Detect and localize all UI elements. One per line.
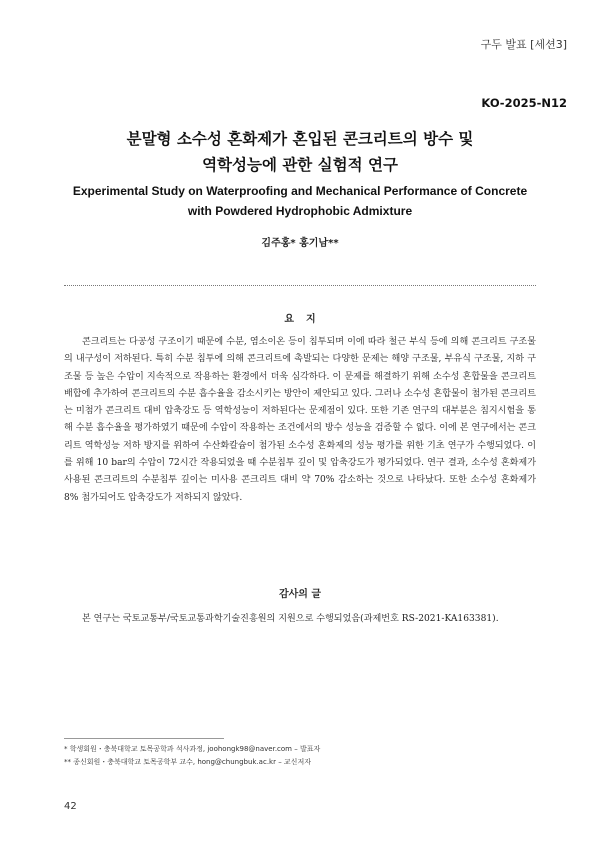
authors: 김주홍* 홍기남**: [261, 238, 339, 249]
abstract-heading: 요지: [284, 314, 328, 325]
english-title-line-2: with Powdered Hydrophobic Admixture: [187, 204, 413, 218]
abstract-body: 콘크리트는 다공성 구조이기 때문에 수분, 염소이온 등이 침투되며 이에 따라 철근 부식 등에 의해 콘크리트 구조물의 내구성이 저하된다. 특히 수분 침투에 의해 콘크리트에 촉발되는 다양한 문제는 해양 구조물, 부유식 구조물, 지하 구조물 등 높은 수압이 지속적으로 작용하는 환경에서 더욱 심각하다. 이 문제를 해결하기 위해 소수성 혼합물을 콘크리트 배합에 추가하여 콘크리트의 수분 흡수율을 감소시키는 방안이 제안되고 있다. 그러나 소수성 혼합물이 첨가된 콘크리트는 미첨가 콘크리트 대비 압축강도 등 역학성능이 저하된다는 문제점이 있다. 또한 기존 연구의 대부분은 침지시험을 통해 수분 흡수율을 평가하였기 때문에 수압이 작용하는 조건에서의 방수 성능을 검증할 수 없다. 이에 본 연구에서는 콘크리트 역학성능 저하 방지를 위하여 수산화칼슘이 첨가된 소수성 혼화제의 성능 평가를 위한 기초 연구가 수행되었다. 이를 위해 10 bar의 수압이 72시간 작용되었을 때 수분침투 깊이 및 압축강도가 평가되었다. 연구 결과, 소수성 혼화제가 사용된 콘크리트의 수분침투 깊이는 미사용 콘크리트 대비 약 70% 감소하는 것으로 나타났다. 또한 소수성 혼화제가 8% 첨가되어도 압축강도가 저하되지 않았다.: [64, 337, 536, 503]
english-title: [0, 181, 600, 221]
korean-title-line-2: 역학성능에 관한 실험적 연구: [202, 156, 398, 174]
page-number: 42: [64, 801, 77, 812]
section-divider: [64, 285, 536, 286]
acknowledgement-body: 본 연구는 국토교통부/국토교통과학기술진흥원의 지원으로 수행되었음(과제번호 RS-2021-KA163381).: [82, 614, 499, 624]
english-title-line-1: Experimental Study on Waterproofing and Mechanical Performance of Concrete: [72, 184, 528, 198]
footnote-corresponding: ** 종신회원・충북대학교 토목공학부 교수, hong@chungbuk.ac.kr – 교신저자: [64, 758, 311, 766]
footnote-presenter: * 학생회원・충북대학교 토목공학과 석사과정, joohongk98@naver.com – 발표자: [64, 745, 321, 753]
session-label: 구두 발표 [세션3]: [480, 38, 567, 51]
korean-title-line-1: 분말형 소수성 혼화제가 혼입된 콘크리트의 방수 및: [126, 130, 474, 148]
footnote-rule: [64, 738, 224, 739]
acknowledgement-heading: 감사의 글: [278, 589, 322, 600]
korean-title: [0, 126, 600, 178]
paper-code: KO-2025-N12: [481, 96, 567, 110]
